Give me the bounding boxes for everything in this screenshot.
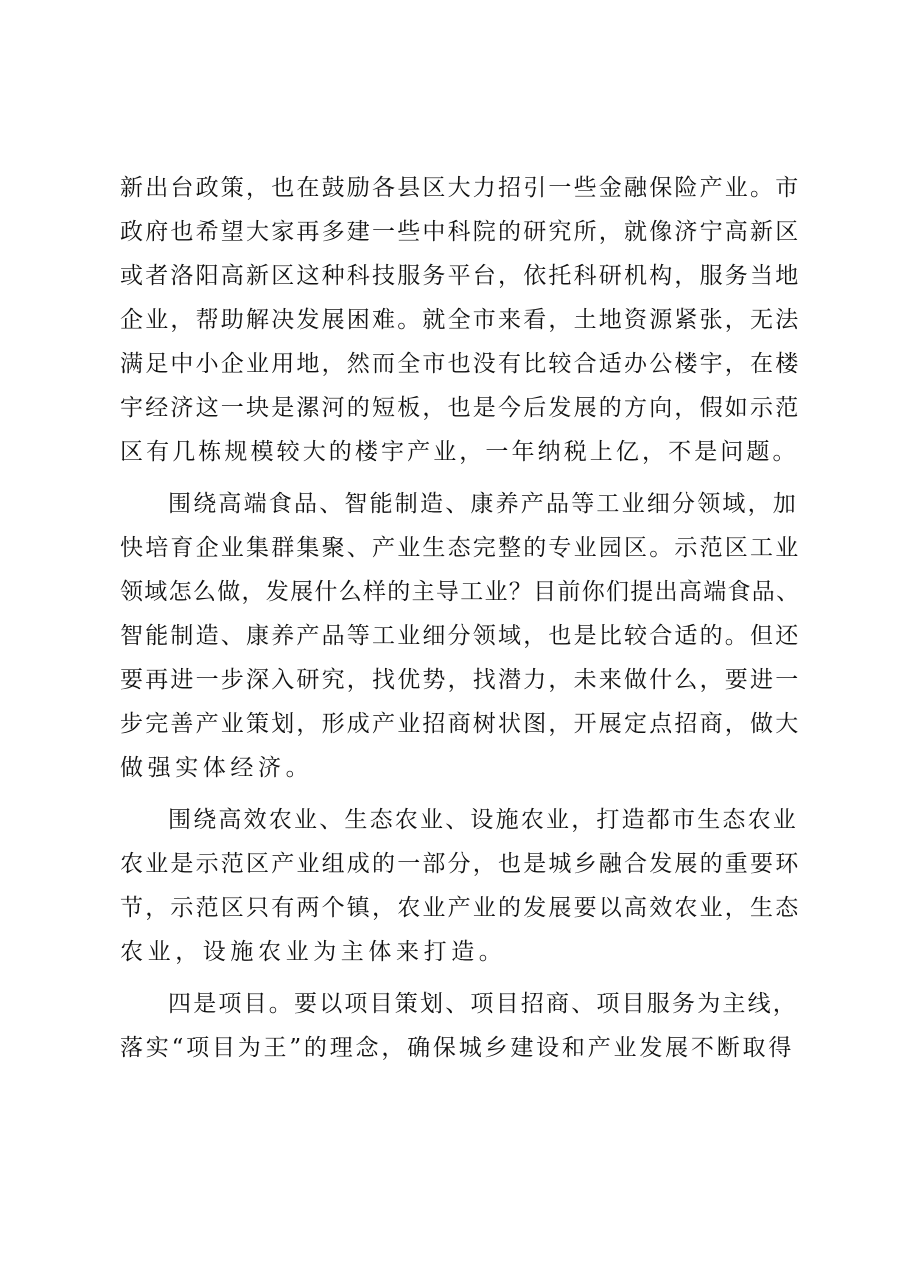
text-line: 要再进一步深入研究，找优势，找潜力，未来做什么，要进一 <box>120 667 801 693</box>
text-line: 领域怎么做，发展什么样的主导工业？目前你们提出高端食品、 <box>120 579 801 605</box>
text-line: 或者洛阳高新区这种科技服务平台，依托科研机构，服务当地 <box>120 263 801 289</box>
text-line: 企业，帮助解决发展困难。就全市来看，土地资源紧张，无法 <box>120 307 801 333</box>
text-line: 新出台政策，也在鼓励各县区大力招引一些金融保险产业。市 <box>120 175 801 201</box>
document-body <box>120 166 800 1070</box>
text-line: 快培育企业集群集聚、产业生态完整的专业园区。示范区工业 <box>120 535 801 561</box>
text-line: 智能制造、康养产品等工业细分领域，也是比较合适的。但还 <box>120 623 801 649</box>
paragraph-3 <box>120 798 800 974</box>
paragraph-4 <box>120 982 800 1070</box>
text-line: 农业是示范区产业组成的一部分，也是城乡融合发展的重要环 <box>120 851 801 877</box>
paragraph-2 <box>120 482 800 790</box>
text-line: 政府也希望大家再多建一些中科院的研究所，就像济宁高新区 <box>120 219 801 245</box>
text-line: 步完善产业策划，形成产业招商树状图，开展定点招商，做大 <box>120 711 801 737</box>
text-line: 宇经济这一块是漯河的短板，也是今后发展的方向，假如示范 <box>120 395 801 421</box>
text-line: 节，示范区只有两个镇，农业产业的发展要以高效农业，生态 <box>120 895 801 921</box>
text-line: 农业，设施农业为主体来打造。 <box>120 939 507 965</box>
text-line: 做强实体经济。 <box>120 755 314 781</box>
paragraph-1 <box>120 166 800 474</box>
text-line: 落实“项目为王”的理念，确保城乡建设和产业发展不断取得 <box>120 1035 795 1061</box>
text-line: 围绕高效农业、生态农业、设施农业，打造都市生态农业 <box>168 807 798 833</box>
text-line: 区有几栋规模较大的楼宇产业，一年纳税上亿，不是问题。 <box>120 439 799 465</box>
text-line: 四是项目。要以项目策划、项目招商、项目服务为主线， <box>168 991 798 1017</box>
text-line: 围绕高端食品、智能制造、康养产品等工业细分领域，加 <box>168 491 798 517</box>
text-line: 满足中小企业用地，然而全市也没有比较合适办公楼宇，在楼 <box>120 351 801 377</box>
